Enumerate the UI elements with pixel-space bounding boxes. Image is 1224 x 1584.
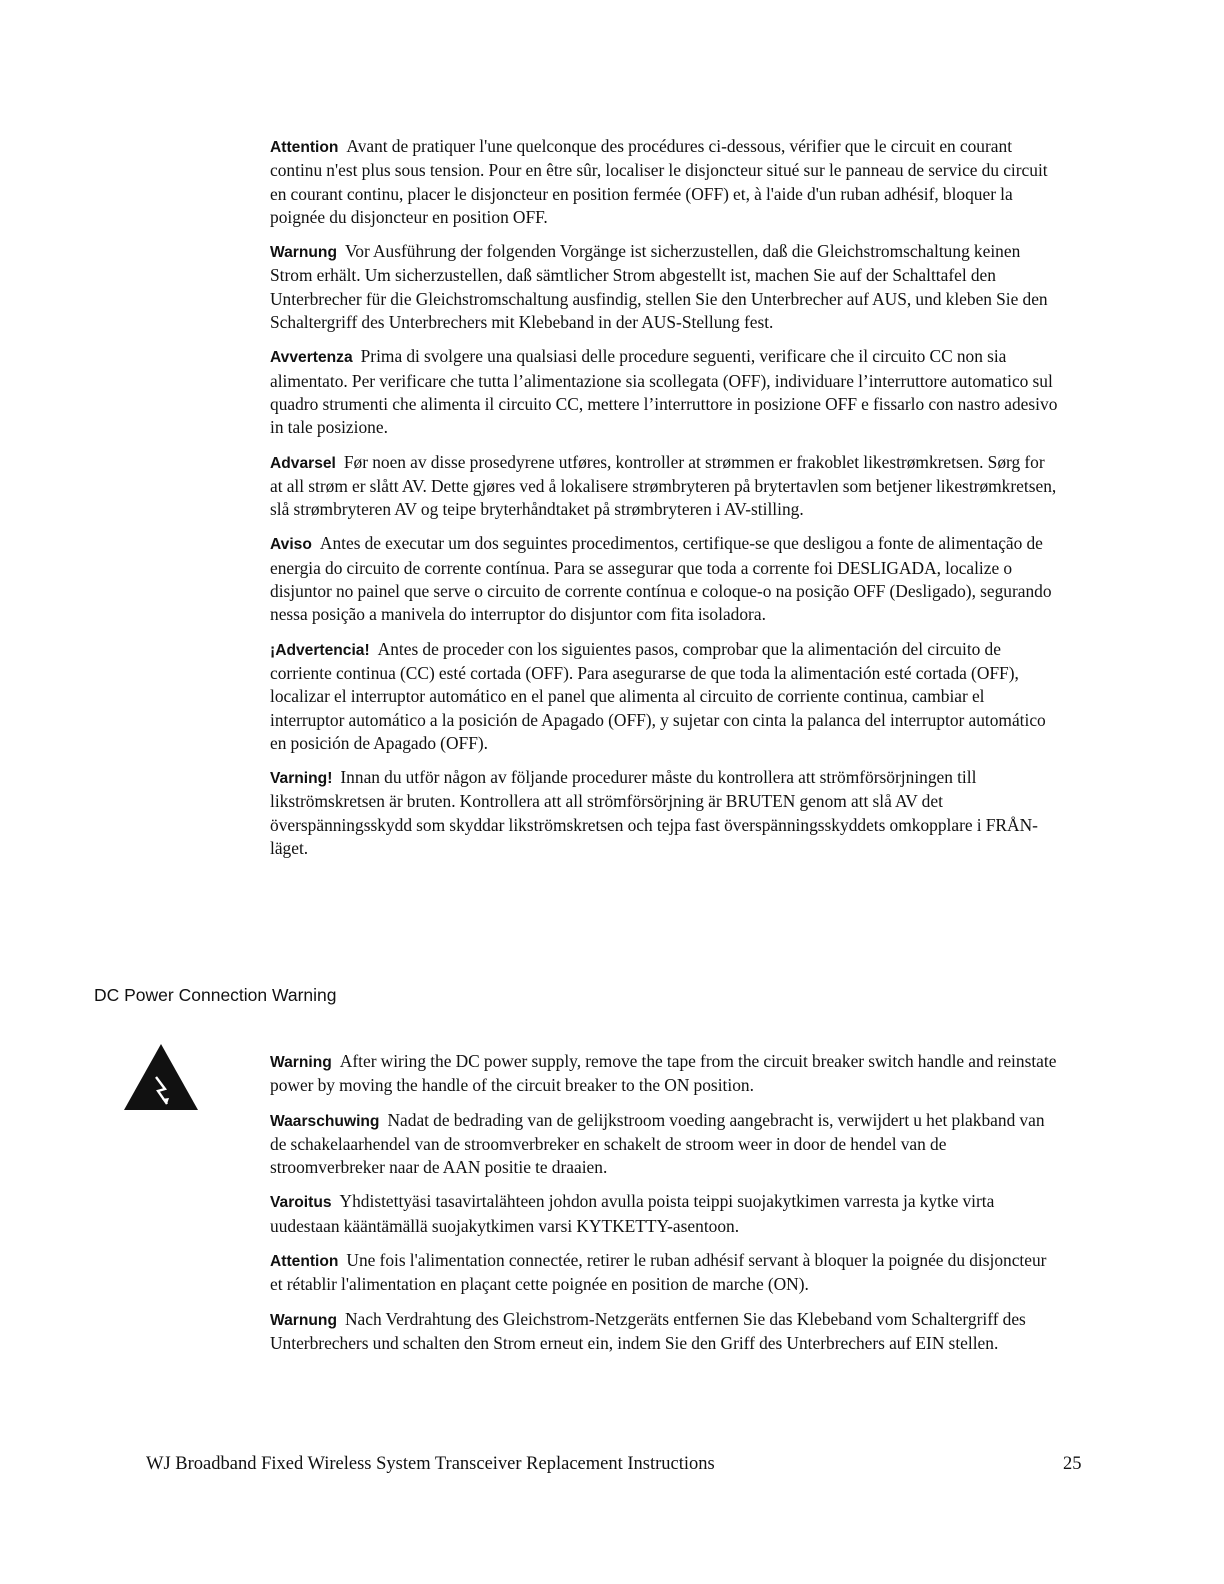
warning-text: Vor Ausführung der folgenden Vorgänge ist sicherzustellen, daß die Gleichstromschaltung keinen Strom erhält. Um sicherzustellen, daß sämtlicher Strom abgestellt ist, machen Sie auf der Schalttafel den Unterbrecher für die Gleichstromschaltung ausfindig, stellen Sie den Unterbrecher auf AUS, und kleben Sie den Schaltergriff des Unterbrechers mit Klebeband in der AUS-Stellung fest. [270,241,1048,333]
warning-finnish [270,1190,1060,1238]
warning-norwegian [270,451,1060,522]
warning-english [270,1050,1060,1098]
warning-text: Une fois l'alimentation connectée, retirer le ruban adhésif servant à bloquer la poignée du disjoncteur et rétablir l'alimentation en plaçant cette poignée en position de marche (ON). [270,1250,1047,1295]
warning-label: Varning! [270,770,333,788]
warning-german-2 [270,1308,1060,1356]
warning-italian [270,345,1060,439]
warning-label: Attention [270,139,339,156]
warning-label: Warning [270,1054,332,1071]
warning-label: ¡Advertencia! [270,641,370,659]
warning-spanish [270,638,1060,755]
warning-dutch [270,1109,1060,1180]
top-warnings-block [270,135,1060,871]
footer-title: WJ Broadband Fixed Wireless System Transceiver Replacement Instructions [146,1454,715,1474]
warning-label: Warnung [270,1311,337,1329]
warning-text: Yhdistettyäsi tasavirtalähteen johdon avulla poista teippi suojakytkimen varresta ja kytke virta uudestaan kääntämällä suojakytkimen varsi KYTKETTY-asentoon. [270,1191,995,1236]
warning-text: After wiring the DC power supply, remove the tape from the circuit breaker switch handle and reinstate power by moving the handle of the circuit breaker to the ON position. [270,1051,1057,1096]
warning-label: Avvertenza [270,349,353,367]
warning-label: Waarschuwing [270,1112,380,1130]
warning-label: Advarsel [270,454,336,472]
warning-label: Varoitus [270,1194,332,1212]
warning-text: Nach Verdrahtung des Gleichstrom-Netzgeräts entfernen Sie das Klebeband vom Schaltergriff des Unterbrechers und schalten den Strom erneut ein, indem Sie den Griff des Unterbrechers auf EIN stellen. [270,1308,1026,1353]
warning-text: Før noen av disse prosedyrene utføres, kontroller at strømmen er frakoblet likestrømkretsen. Sørg for at all strøm er slått AV. Dette gjøres ved å lokalisere strømbryteren på brytertavlen som betjener likestrømkretsen, slå strømbryteren AV og teipe bryterhåndtaket på strømbryteren i AV-stilling. [270,451,1057,520]
warning-french [270,135,1060,229]
warning-german [270,240,1060,334]
warning-french-2 [270,1249,1060,1297]
warning-label: Attention [270,1253,339,1271]
warning-text: Antes de proceder con los siguientes pasos, comprobar que la alimentación del circuito de corriente continua (CC) esté cortada (OFF). Para asegurarse de que toda la alimentación esté cortada (OFF), localizar el interruptor automático en el panel que alimenta al circuito de corriente continua, cambiar el interruptor automático a la posición de Apagado (OFF), y sujetar con cinta la palanca del interruptor automático en posición de Apagado (OFF). [270,638,1046,753]
section-warnings-block [270,1050,1060,1366]
warning-text: Antes de executar um dos seguintes procedimentos, certifique-se que desligou a fonte de alimentação de energia do circuito de corrente contínua. Para se assegurar que toda a corrente foi DESLIGADA, localize o disjuntor no painel que serve o circuito de corrente contínua e coloque-o na posição OFF (Desligado), segurando nessa posição a manivela do interruptor do disjuntor com fita isoladora. [270,533,1052,625]
warning-label: Warnung [270,244,337,262]
warning-text: Prima di svolgere una qualsiasi delle procedure seguenti, verificare che il circuito CC non sia alimentato. Per verificare che tutta l’alimentazione sia scollegata (OFF), individuare l’interruttore automatico sul quadro strumenti che alimenta il circuito CC, mettere l’interruttore in posizione OFF e fissarlo con nastro adesivo in tale posizione. [270,346,1058,438]
warning-text: Avant de pratiquer l'une quelconque des procédures ci-dessous, vérifier que le circuit en courant continu n'est plus sous tension. Pour en être sûr, localiser le disjoncteur situé sur le panneau de service du circuit en courant continu, placer le disjoncteur en position fermée (OFF) et, à l'aide d'un ruban adhésif, bloquer la poignée du disjoncteur en position OFF. [270,136,1048,227]
warning-swedish [270,766,1060,860]
warning-text: Innan du utför någon av följande procedurer måste du kontrollera att strömförsörjningen till likströmskretsen är bruten. Kontrollera att all strömförsörjning är BRUTEN genom att slå AV det överspänningsskydd som skyddar likströmskretsen och tejpa fast överspänningsskyddets omkopplare i FRÅN-läget. [270,767,1038,859]
warning-label: Aviso [270,536,312,554]
warning-text: Nadat de bedrading van de gelijkstroom voeding aangebracht is, verwijdert u het plakband van de schakelaarhendel van de stroomverbreker en schakelt de stroom weer in door de hendel van de stroomverbreker naar de AAN positie te draaien. [270,1109,1045,1178]
warning-triangle-icon [124,1044,198,1110]
warning-portuguese [270,532,1060,626]
page-number: 25 [1063,1454,1082,1474]
section-heading: DC Power Connection Warning [94,985,337,1005]
